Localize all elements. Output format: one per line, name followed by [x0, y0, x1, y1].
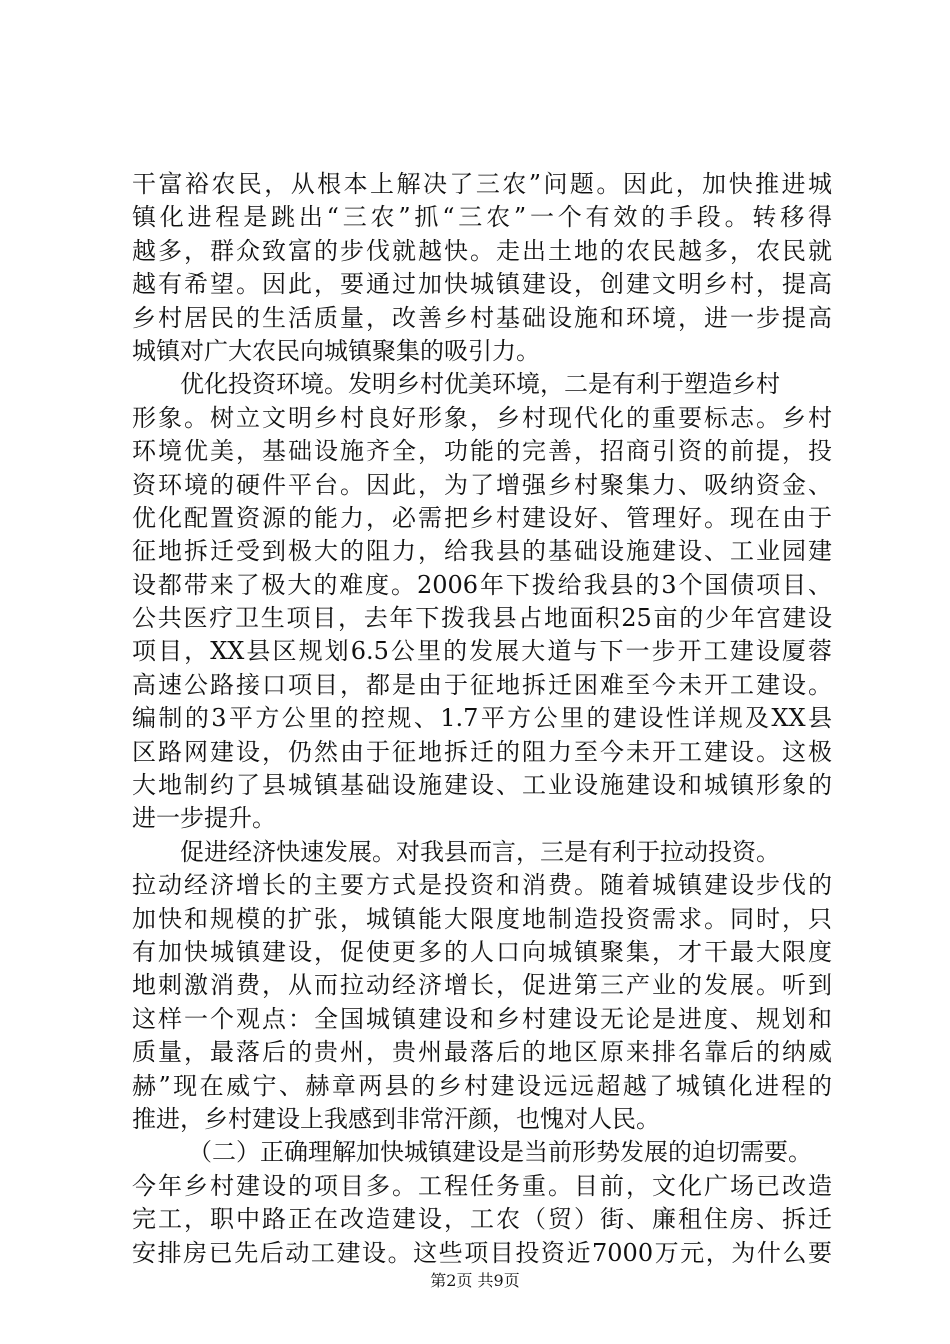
text-line: 优化配置资源的能力，必需把乡村建设好、管理好。现在由于 — [132, 503, 832, 532]
text-line: 城镇对广大农民向城镇聚集的吸引力。 — [132, 336, 540, 365]
text-line: 形象。树立文明乡村良好形象，乡村现代化的重要标志。乡村 — [132, 403, 832, 432]
text-line: 项目，XX县区规划6.5公里的发展大道与下一步开工建设厦蓉 — [132, 637, 832, 666]
text-line: 公共医疗卫生项目，去年下拨我县占地面积25亩的少年宫建设 — [132, 604, 832, 633]
text-line: 推进，乡村建设上我感到非常汗颜，也愧对人民。 — [132, 1104, 660, 1133]
text-line: 今年乡村建设的项目多。工程任务重。目前，文化广场已改造 — [132, 1171, 832, 1200]
text-line: 质量，最落后的贵州，贵州最落后的地区原来排名靠后的纳威 — [132, 1038, 832, 1067]
text-line: 设都带来了极大的难度。2006年下拨给我县的3个国债项目、 — [132, 570, 832, 599]
text-line: 优化投资环境。发明乡村优美环境，二是有利于塑造乡村 — [180, 370, 780, 399]
text-line: 乡村居民的生活质量，改善乡村基础设施和环境，进一步提高 — [132, 303, 832, 332]
text-line: 促进经济快速发展。对我县而言，三是有利于拉动投资。 — [180, 837, 780, 866]
text-line: 征地拆迁受到极大的阻力，给我县的基础设施建设、工业园建 — [132, 537, 832, 566]
text-line: 完工，职中路正在改造建设，工农（贸）街、廉租住房、拆迁 — [132, 1205, 832, 1234]
text-line: 越有希望。因此，要通过加快城镇建设，创建文明乡村，提高 — [132, 270, 832, 299]
text-line: 镇化进程是跳出“三农”抓“三农”一个有效的手段。转移得 — [132, 203, 832, 232]
text-line: 拉动经济增长的主要方式是投资和消费。随着城镇建设步伐的 — [132, 871, 832, 900]
text-line: 区路网建设，仍然由于征地拆迁的阻力至今未开工建设。这极 — [132, 737, 832, 766]
text-line: 加快和规模的扩张，城镇能大限度地制造投资需求。同时，只 — [132, 904, 832, 933]
text-line: 大地制约了县城镇基础设施建设、工业设施建设和城镇形象的 — [132, 771, 832, 800]
text-line: 赫”现在威宁、赫章两县的乡村建设远远超越了城镇化进程的 — [132, 1071, 832, 1100]
page-footer: 第2页 共9页 — [430, 1271, 520, 1290]
document-body — [132, 168, 832, 1270]
text-line: 安排房已先后动工建设。这些项目投资近7000万元，为什么要 — [132, 1238, 832, 1267]
text-line: 高速公路接口项目，都是由于征地拆迁困难至今未开工建设。 — [132, 670, 832, 699]
text-line: 地刺激消费，从而拉动经济增长，促进第三产业的发展。听到 — [132, 971, 832, 1000]
text-line: 编制的3平方公里的控规、1.7平方公里的建设性详规及XX县 — [132, 704, 832, 733]
text-line: 进一步提升。 — [132, 804, 276, 833]
text-line: 资环境的硬件平台。因此，为了增强乡村聚集力、吸纳资金、 — [132, 470, 832, 499]
text-line: 有加快城镇建设，促使更多的人口向城镇聚集，才干最大限度 — [132, 937, 832, 966]
text-line: 越多，群众致富的步伐就越快。走出土地的农民越多，农民就 — [132, 236, 832, 265]
text-line: （二）正确理解加快城镇建设是当前形势发展的迫切需要。 — [188, 1138, 812, 1167]
text-line: 环境优美，基础设施齐全，功能的完善，招商引资的前提，投 — [132, 437, 832, 466]
text-line: 这样一个观点：全国城镇建设和乡村建设无论是进度、规划和 — [132, 1004, 832, 1033]
text-line: 干富裕农民，从根本上解决了三农”问题。因此，加快推进城 — [132, 170, 832, 198]
